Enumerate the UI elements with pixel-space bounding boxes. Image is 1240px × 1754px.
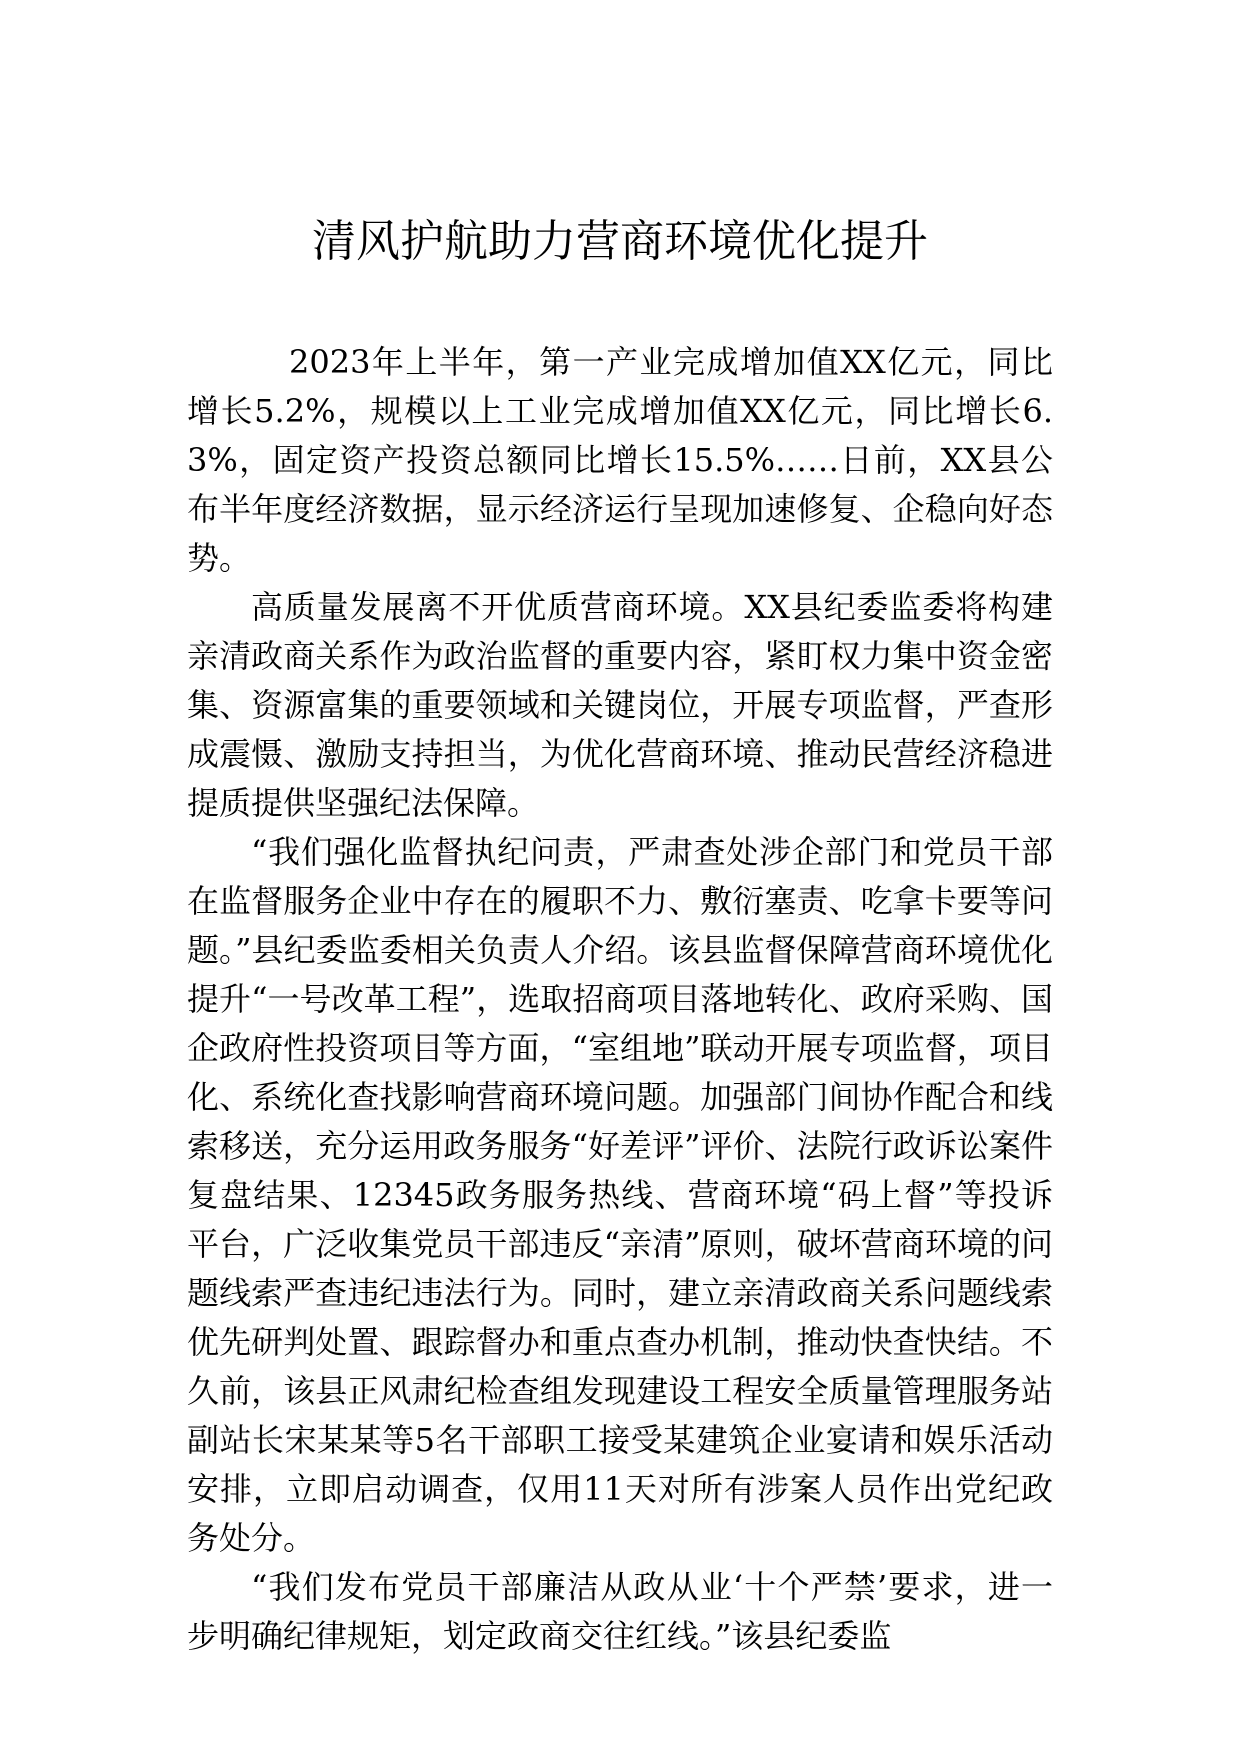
- paragraph-3: “我们强化监督执纪问责，严肃查处涉企部门和党员干部在监督服务企业中存在的履职不力、敷衍塞责、吃拿卡要等问题。”县纪委监委相关负责人介绍。该县监督保障营商环境优化提升“一号改革工程”，选取招商项目落地转化、政府采购、国企政府性投资项目等方面，“室组地”联动开展专项监督，项目化、系统化查找影响营商环境问题。加强部门间协作配合和线索移送，充分运用政务服务“好差评”评价、法院行政诉讼案件复盘结果、12345政务服务热线、营商环境“码上督”等投诉平台，广泛收集党员干部违反“亲清”原则，破坏营商环境的问题线索严查违纪违法行为。同时，建立亲清政商关系问题线索优先研判处置、跟踪督办和重点查办机制，推动快查快结。不久前，该县正风肃纪检查组发现建设工程安全质量管理服务站副站长宋某某等5名干部职工接受某建筑企业宴请和娱乐活动安排，立即启动调查，仅用11天对所有涉案人员作出党纪政务处分。: [187, 833, 1053, 1557]
- document-body: [187, 338, 1053, 1661]
- paragraph-1: 2023年上半年，第一产业完成增加值XX亿元，同比增长5.2%，规模以上工业完成增加值XX亿元，同比增长6.3%，固定资产投资总额同比增长15.5%……日前，XX县公布半年度经济数据，显示经济运行呈现加速修复、企稳向好态势。: [187, 343, 1053, 577]
- document-title: 清风护航助力营商环境优化提升: [312, 216, 928, 267]
- paragraph-2: 高质量发展离不开优质营商环境。XX县纪委监委将构建亲清政商关系作为政治监督的重要内容，紧盯权力集中资金密集、资源富集的重要领域和关键岗位，开展专项监督，严查形成震慑、激励支持担当，为优化营商环境、推动民营经济稳进提质提供坚强纪法保障。: [187, 588, 1053, 822]
- paragraph-4: “我们发布党员干部廉洁从政从业‘十个严禁’要求，进一步明确纪律规矩，划定政商交往红线。”该县纪委监: [187, 1568, 1053, 1655]
